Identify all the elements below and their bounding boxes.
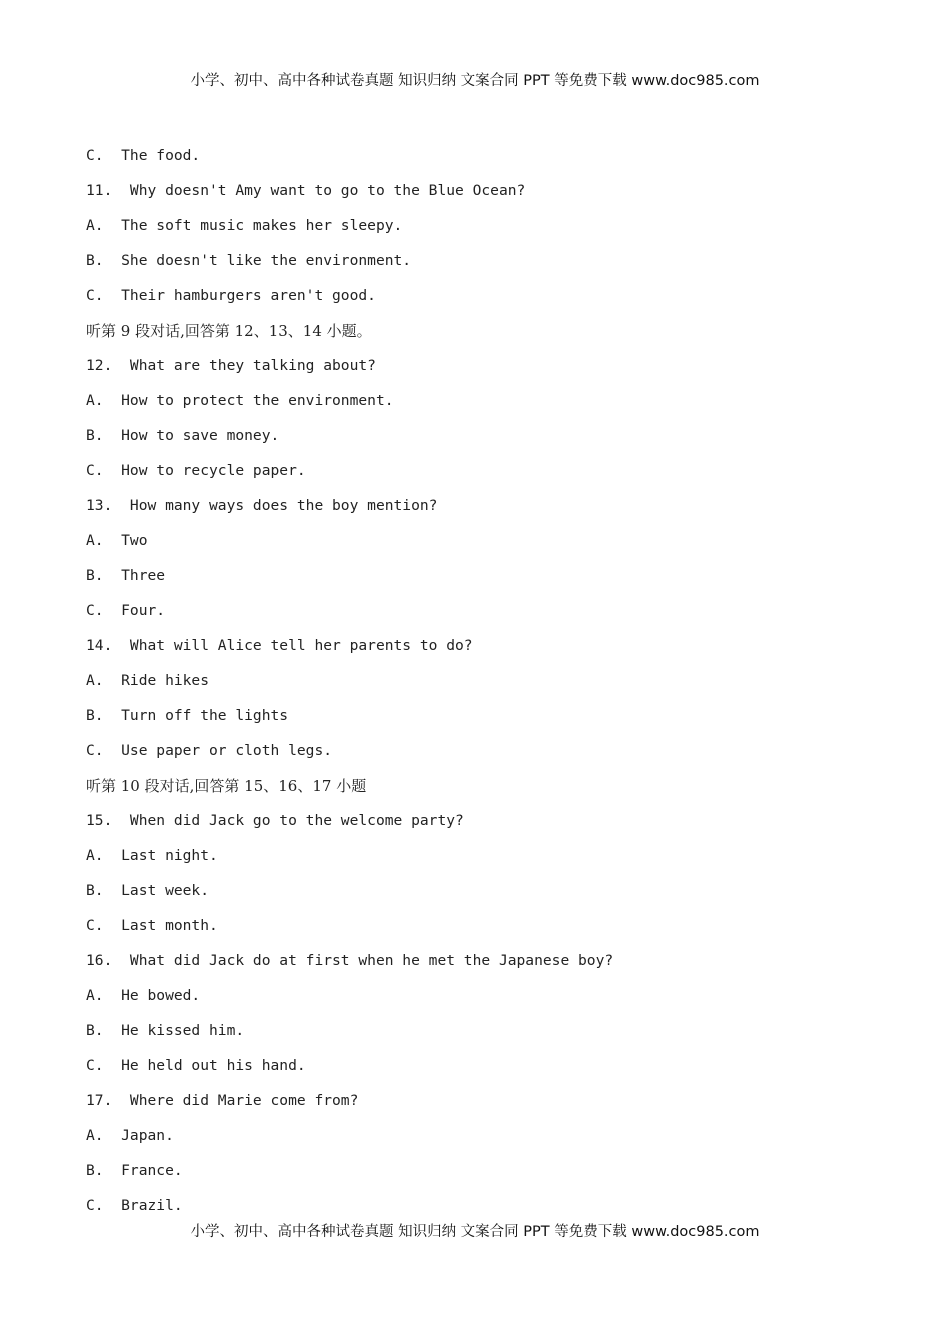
option-c-q17: C. Brazil. — [86, 1197, 183, 1214]
option-b-q11: B. She doesn't like the environment. — [86, 252, 412, 269]
question-13: 13. How many ways does the boy mention? — [86, 497, 438, 514]
option-b-q16: B. He kissed him. — [86, 1022, 245, 1039]
option-b-q13: B. Three — [86, 567, 166, 584]
question-17: 17. Where did Marie come from? — [86, 1092, 359, 1109]
option-b-q14: B. Turn off the lights — [86, 707, 289, 724]
question-11: 11. Why doesn't Amy want to go to the Blue Ocean? — [86, 182, 526, 199]
option-a-q17: A. Japan. — [86, 1127, 174, 1144]
option-a-q16: A. He bowed. — [86, 987, 201, 1004]
option-b-q15: B. Last week. — [86, 882, 210, 899]
question-15: 15. When did Jack go to the welcome party? — [86, 812, 464, 829]
option-c-q15: C. Last month. — [86, 917, 218, 934]
option-a-q15: A. Last night. — [86, 847, 218, 864]
option-a-q14: A. Ride hikes — [86, 672, 210, 689]
option-a-q13: A. Two — [86, 532, 148, 549]
option-c-q12: C. How to recycle paper. — [86, 462, 306, 479]
question-12: 12. What are they talking about? — [86, 357, 376, 374]
option-c-q10: C. The food. — [86, 147, 201, 164]
question-16: 16. What did Jack do at first when he met the Japanese boy? — [86, 952, 614, 969]
section-instruction-9: 听第 9 段对话,回答第 12、13、14 小题。 — [86, 322, 372, 340]
option-c-q14: C. Use paper or cloth legs. — [86, 742, 333, 759]
option-b-q12: B. How to save money. — [86, 427, 280, 444]
section-instruction-10: 听第 10 段对话,回答第 15、16、17 小题 — [86, 777, 367, 795]
question-list — [86, 145, 886, 1230]
option-c-q13: C. Four. — [86, 602, 166, 619]
option-a-q12: A. How to protect the environment. — [86, 392, 394, 409]
option-b-q17: B. France. — [86, 1162, 183, 1179]
page-footer: 小学、初中、高中各种试卷真题 知识归纳 文案合同 PPT 等免费下载 www.doc985.com — [190, 1224, 760, 1240]
question-14: 14. What will Alice tell her parents to do? — [86, 637, 473, 654]
page-header: 小学、初中、高中各种试卷真题 知识归纳 文案合同 PPT 等免费下载 www.doc985.com — [190, 73, 760, 89]
option-c-q11: C. Their hamburgers aren't good. — [86, 287, 376, 304]
option-a-q11: A. The soft music makes her sleepy. — [86, 217, 403, 234]
option-c-q16: C. He held out his hand. — [86, 1057, 306, 1074]
